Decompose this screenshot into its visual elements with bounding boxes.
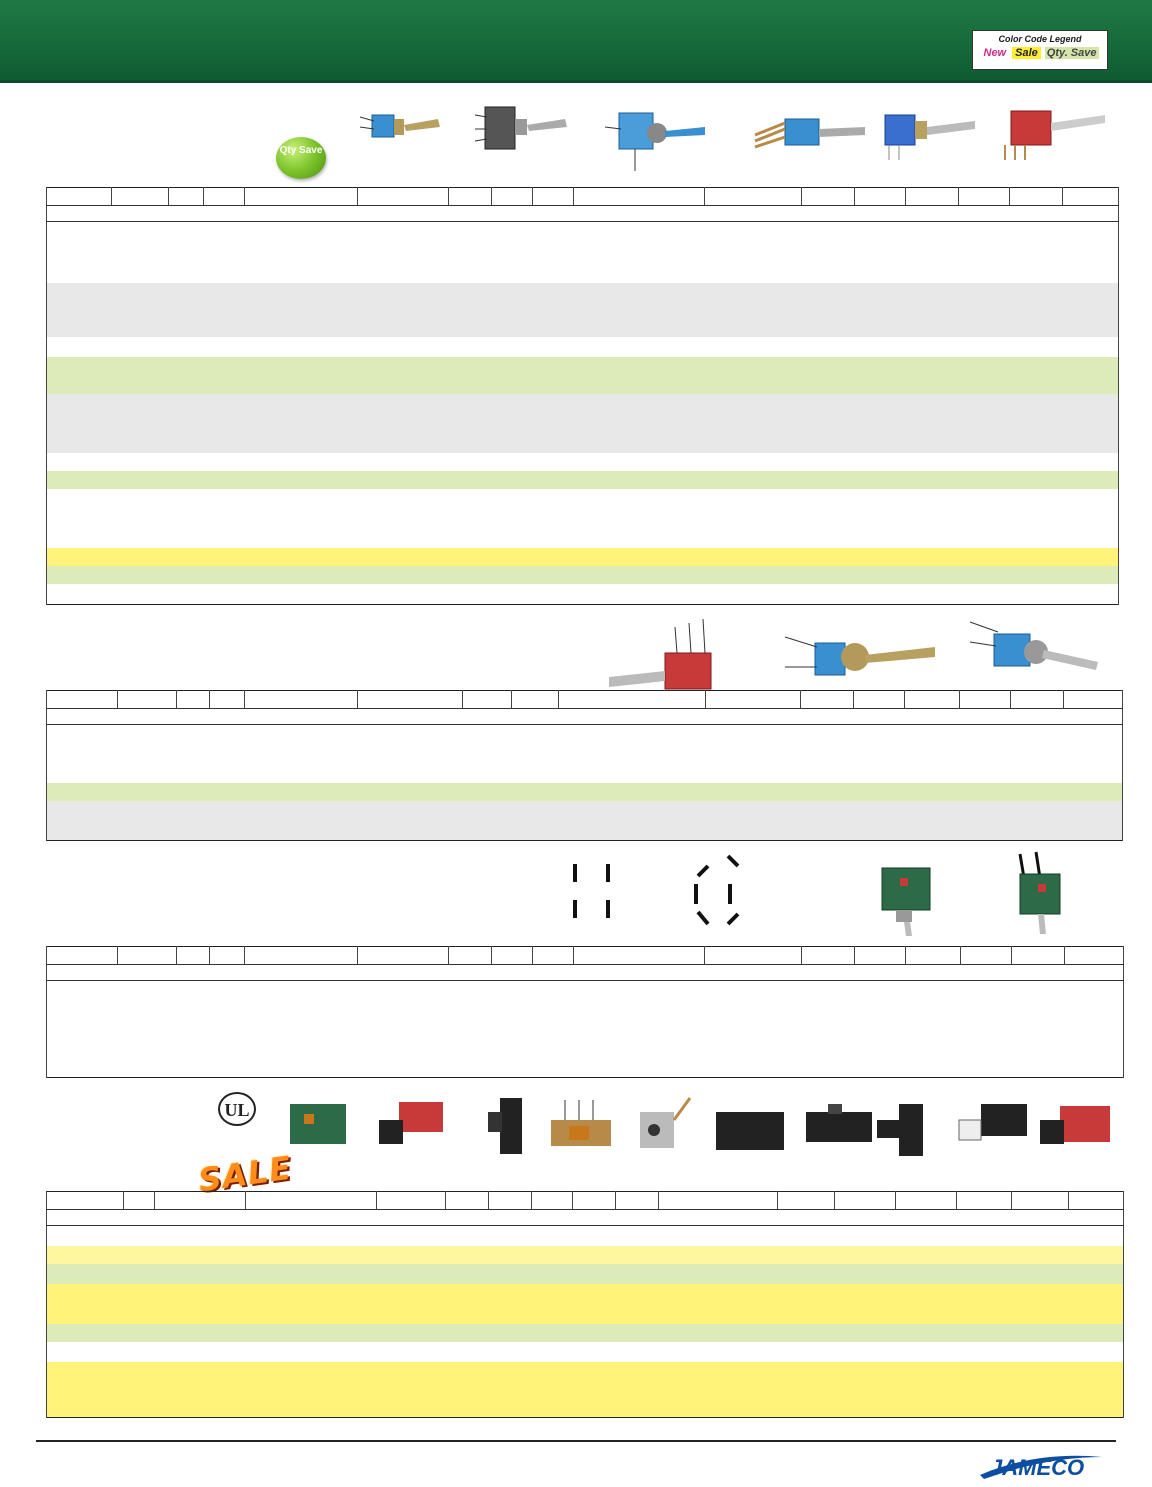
svg-text:JAMECO: JAMECO bbox=[990, 1455, 1085, 1480]
slide-switch-images bbox=[280, 1090, 1110, 1165]
jameco-logo bbox=[976, 1447, 1106, 1483]
toggle-table-1 bbox=[46, 187, 1119, 605]
toggle-switch-image bbox=[755, 119, 865, 147]
toggle-switch-image bbox=[1005, 111, 1105, 160]
toggle-switch-image bbox=[360, 115, 440, 137]
slide-switch-image bbox=[877, 1104, 923, 1156]
legend-qty-save: Qty. Save bbox=[1046, 47, 1097, 59]
spst-schematic-icon bbox=[575, 864, 608, 918]
toggle-switch-image bbox=[970, 622, 1098, 670]
ul-mark-icon: UL bbox=[218, 1092, 256, 1126]
toggle-switch-image bbox=[785, 637, 935, 675]
slide-table bbox=[46, 1191, 1124, 1418]
slide-switch-image bbox=[551, 1100, 611, 1146]
sale-badge: SALE bbox=[195, 1148, 295, 1200]
legend-new: New bbox=[983, 47, 1007, 59]
footer-rule bbox=[36, 1440, 1116, 1442]
toggle-table-2 bbox=[46, 690, 1123, 841]
toggle-switch-image bbox=[475, 107, 567, 149]
color-code-legend bbox=[972, 30, 1108, 70]
slide-switch-image bbox=[488, 1098, 522, 1154]
slide-switch-image bbox=[379, 1102, 443, 1144]
toggle-switch-image bbox=[1020, 852, 1060, 934]
toggle-table-3 bbox=[46, 946, 1124, 1078]
toggle-switch-image bbox=[605, 113, 705, 171]
dpdt-schematic-icon bbox=[696, 856, 738, 924]
toggle-switch-image bbox=[609, 619, 711, 689]
toggle-switch-image bbox=[882, 868, 930, 936]
slide-switch-image bbox=[1040, 1106, 1110, 1144]
toggle-switch-image bbox=[885, 115, 975, 160]
slide-switch-image bbox=[806, 1104, 872, 1142]
slide-switch-image bbox=[290, 1104, 346, 1144]
toggle-switch-images-row2 bbox=[600, 612, 1110, 692]
legend-sale: Sale bbox=[1012, 47, 1041, 59]
slide-switch-image bbox=[959, 1104, 1027, 1140]
toggle-switch-images-row1 bbox=[340, 100, 1140, 180]
legend-title: Color Code Legend bbox=[998, 34, 1082, 44]
qty-save-badge: Qty Save bbox=[276, 137, 326, 179]
toggle-switch-images-row3 bbox=[560, 848, 1110, 938]
slide-switch-image bbox=[640, 1098, 690, 1148]
slide-switch-image bbox=[716, 1112, 784, 1150]
